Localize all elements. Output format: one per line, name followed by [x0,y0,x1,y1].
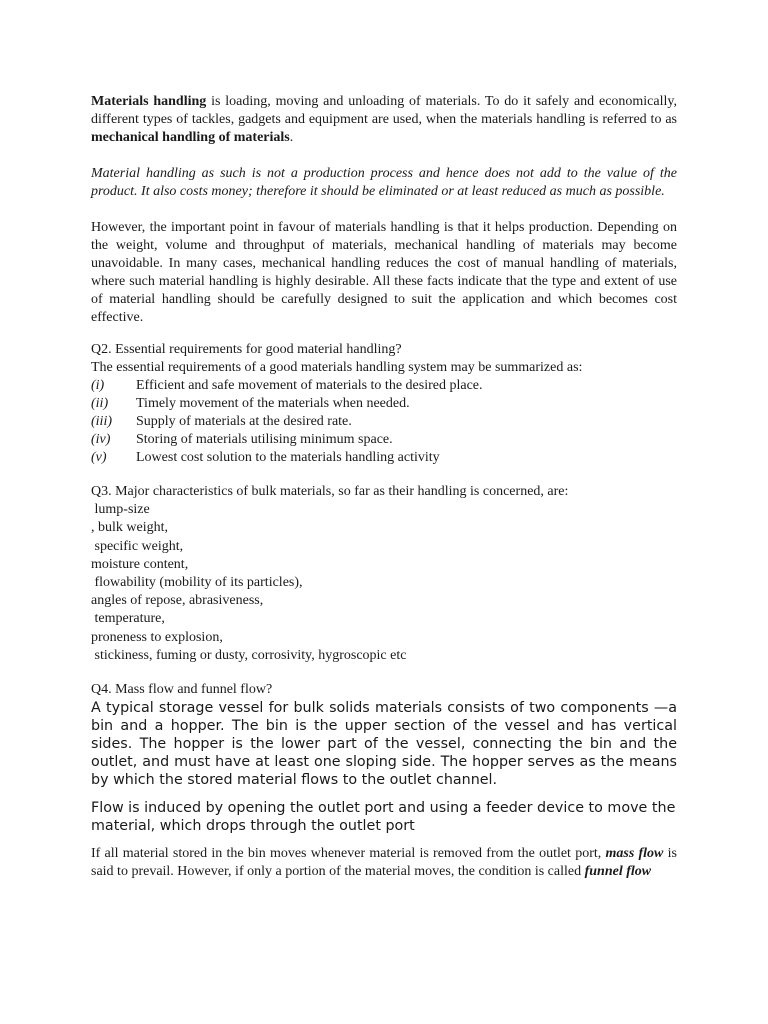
list-item-number: (i) [91,378,105,393]
list-item-number: (iii) [91,414,112,429]
q4-paragraph-1: A typical storage vessel for bulk solids materials consists of two components —a bin and a hopper. The bin is the upper section of the vessel and has vertical sides. The hopper is the lower part of the vessel, connecting the bin and the outlet, and must have at least one sloping side. The hopper serves as the means by which the stored material flows to the outlet channel. [91,700,677,788]
list-item [91,431,677,449]
term-mass-flow: mass flow [605,846,664,861]
characteristic-item: temperature, [91,611,165,627]
q2-section [91,341,677,467]
characteristic-item: specific weight, [91,538,184,554]
q4-paragraph-2: Flow is induced by opening the outlet port and using a feeder device to move the material, which drops through the outlet port [91,800,676,834]
q2-lead: The essential requirements of a good materials handling system may be summarized as: [91,360,583,375]
q3-question: Q3. Major characteristics of bulk materials, so far as their handling is concerned, are: [91,484,569,499]
list-item [91,377,677,395]
intro-paragraph [91,93,677,147]
characteristic-item: lump-size [91,502,150,518]
list-item-text: Supply of materials at the desired rate. [136,414,352,429]
list-item-number: (iv) [91,432,111,447]
q4-paragraph-3 [91,845,677,881]
however-paragraph: However, the important point in favour of materials handling is that it helps production. Depending on the weight, volume and throughput of materials, mechanical handling of materials may become unavoidable. In many cases, mechanical handling reduces the cost of manual handling of materials, where such material handling is highly desirable. All these facts indicate that the type and extent of use of material handling should be carefully designed to suit the application and which becomes cost effective. [91,220,677,325]
list-item-text: Storing of materials utilising minimum space. [136,432,393,447]
para3-text-a: If all material stored in the bin moves whenever material is removed from the outlet port, [91,846,606,861]
q2-list [91,377,677,467]
term-materials-handling: Materials handling [91,94,207,109]
list-item-number: (ii) [91,396,109,411]
list-item [91,413,677,431]
term-mechanical-handling: mechanical handling of materials [91,130,290,145]
characteristic-item: proneness to explosion, [91,629,223,645]
italic-note: Material handling as such is not a production process and hence does not add to the value of the product. It also costs money; therefore it should be eliminated or at least reduced as much as possible. [91,166,677,199]
q3-section [91,483,677,665]
q2-question: Q2. Essential requirements for good material handling? [91,342,402,357]
list-item [91,395,677,413]
characteristic-item: , bulk weight, [91,520,168,536]
list-item-text: Timely movement of the materials when needed. [136,396,410,411]
list-item [91,449,677,467]
q4-question: Q4. Mass flow and funnel flow? [91,682,273,697]
characteristic-item: moisture content, [91,556,189,572]
q3-list [91,501,677,665]
list-item-text: Lowest cost solution to the materials handling activity [136,450,440,465]
characteristic-item: flowability (mobility of its particles), [91,575,303,591]
intro-end: . [289,130,294,145]
characteristic-item: angles of repose, abrasiveness, [91,593,264,609]
intro-text: is loading, moving and unloading of materials. To do it safely and economically, different types of tackles, gadgets and equipment are used, when the materials handling is referred to as [91,94,677,127]
list-item-text: Efficient and safe movement of materials to the desired place. [136,378,483,393]
characteristic-item: stickiness, fuming or dusty, corrosivity, hygroscopic etc [91,647,407,663]
para3-text-b: is said to prevail. However, if only a portion of the material moves, the condition is called [91,846,677,879]
term-funnel-flow: funnel flow [584,864,652,879]
list-item-number: (v) [91,450,107,465]
